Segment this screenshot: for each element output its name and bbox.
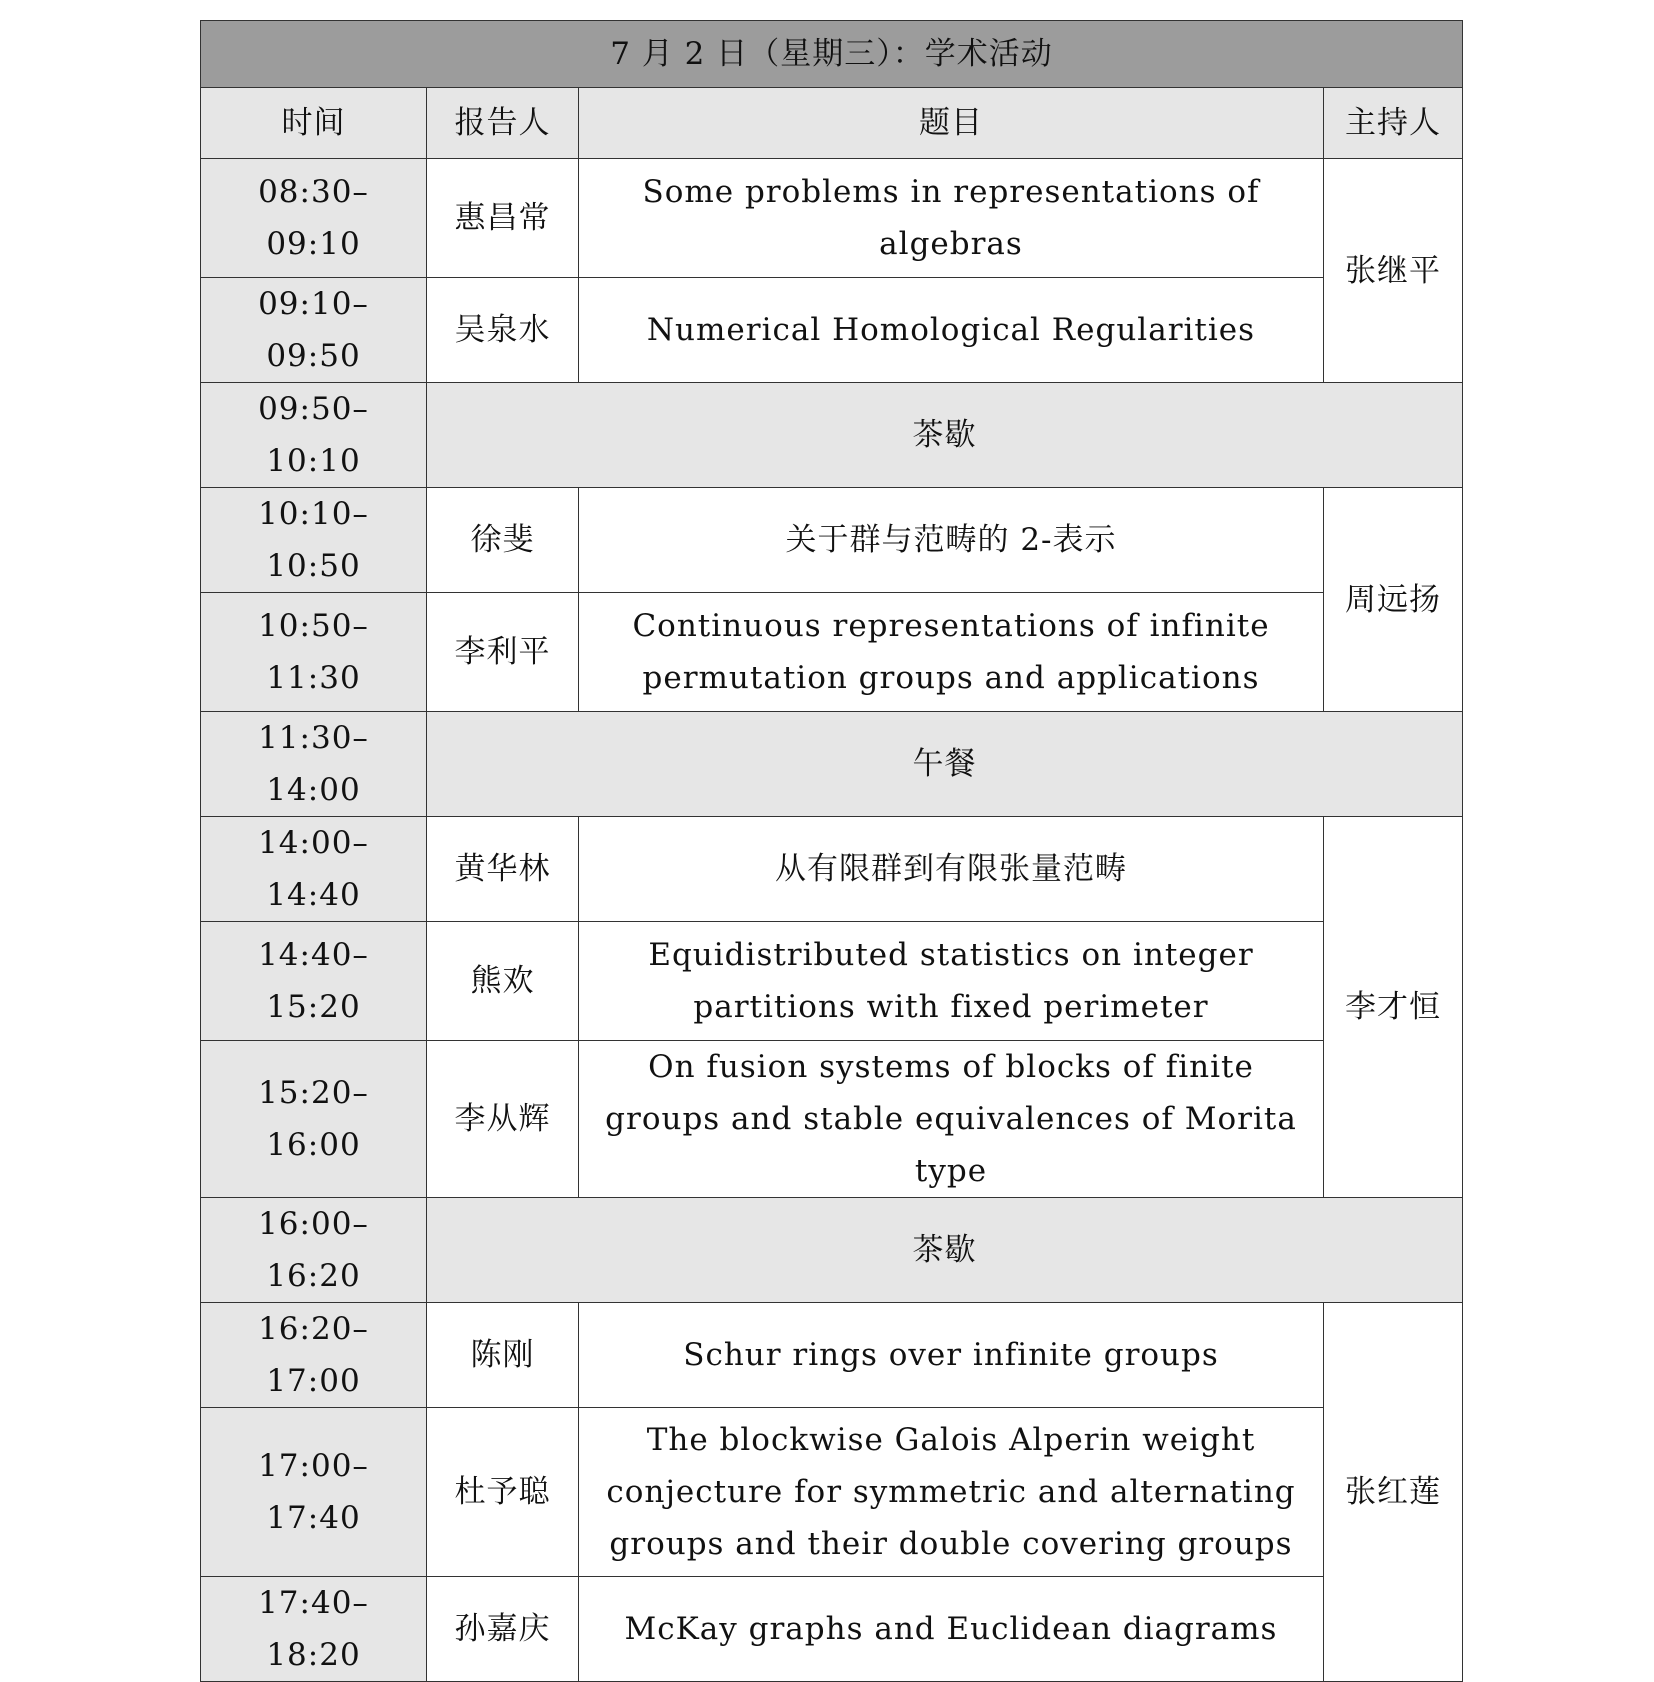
break-row: [201, 383, 1463, 488]
talk-speaker: 杜予聪: [427, 1408, 579, 1577]
talk-time: 16:20–17:00: [201, 1303, 427, 1408]
break-label: 茶歇: [427, 383, 1463, 488]
talk-time: 17:40–18:20: [201, 1577, 427, 1682]
talk-topic: Some problems in representations of algebras: [579, 159, 1324, 278]
talk-speaker: 惠昌常: [427, 159, 579, 278]
break-row: [201, 1198, 1463, 1303]
talk-topic: McKay graphs and Euclidean diagrams: [579, 1577, 1324, 1682]
talk-speaker: 陈刚: [427, 1303, 579, 1408]
talk-topic: Numerical Homological Regularities: [579, 278, 1324, 383]
talk-time: 10:50–11:30: [201, 593, 427, 712]
break-time: 16:00–16:20: [201, 1198, 427, 1303]
table-row: [201, 593, 1463, 712]
talk-topic: Continuous representations of infinite permutation groups and applications: [579, 593, 1324, 712]
talk-topic: Equidistributed statistics on integer partitions with fixed perimeter: [579, 922, 1324, 1041]
table-title-row: [201, 21, 1463, 88]
talk-speaker: 徐斐: [427, 488, 579, 593]
talk-topic: 从有限群到有限张量范畴: [579, 817, 1324, 922]
talk-topic: 关于群与范畴的 2-表示: [579, 488, 1324, 593]
talk-time: 14:40–15:20: [201, 922, 427, 1041]
talk-speaker: 黄华林: [427, 817, 579, 922]
header-row: [201, 88, 1463, 159]
session-chair: 李才恒: [1324, 817, 1463, 1198]
header-speaker: 报告人: [427, 88, 579, 159]
talk-time: 08:30–09:10: [201, 159, 427, 278]
header-topic: 题目: [579, 88, 1324, 159]
session-chair: 周远扬: [1324, 488, 1463, 712]
table-row: [201, 1408, 1463, 1577]
talk-time: 17:00–17:40: [201, 1408, 427, 1577]
break-label: 午餐: [427, 712, 1463, 817]
table-row: [201, 278, 1463, 383]
session-chair: 张红莲: [1324, 1303, 1463, 1682]
header-time: 时间: [201, 88, 427, 159]
talk-speaker: 李从辉: [427, 1041, 579, 1198]
talk-time: 10:10–10:50: [201, 488, 427, 593]
talk-speaker: 孙嘉庆: [427, 1577, 579, 1682]
talk-topic: Schur rings over infinite groups: [579, 1303, 1324, 1408]
schedule-table: [200, 20, 1463, 1682]
table-row: [201, 922, 1463, 1041]
talk-time: 15:20–16:00: [201, 1041, 427, 1198]
table-row: [201, 1303, 1463, 1408]
table-row: [201, 1577, 1463, 1682]
header-chair: 主持人: [1324, 88, 1463, 159]
table-row: [201, 159, 1463, 278]
table-row: [201, 1041, 1463, 1198]
talk-time: 14:00–14:40: [201, 817, 427, 922]
talk-speaker: 熊欢: [427, 922, 579, 1041]
schedule-title: 7 月 2 日（星期三）：学术活动: [201, 21, 1463, 88]
talk-speaker: 李利平: [427, 593, 579, 712]
session-chair: 张继平: [1324, 159, 1463, 383]
talk-speaker: 吴泉水: [427, 278, 579, 383]
talk-time: 09:10–09:50: [201, 278, 427, 383]
break-label: 茶歇: [427, 1198, 1463, 1303]
table-row: [201, 488, 1463, 593]
talk-topic: The blockwise Galois Alperin weight conjecture for symmetric and alternating groups and their double covering groups: [579, 1408, 1324, 1577]
talk-topic: On fusion systems of blocks of finite groups and stable equivalences of Morita type: [579, 1041, 1324, 1198]
break-time: 09:50–10:10: [201, 383, 427, 488]
break-row: [201, 712, 1463, 817]
break-time: 11:30–14:00: [201, 712, 427, 817]
table-row: [201, 817, 1463, 922]
